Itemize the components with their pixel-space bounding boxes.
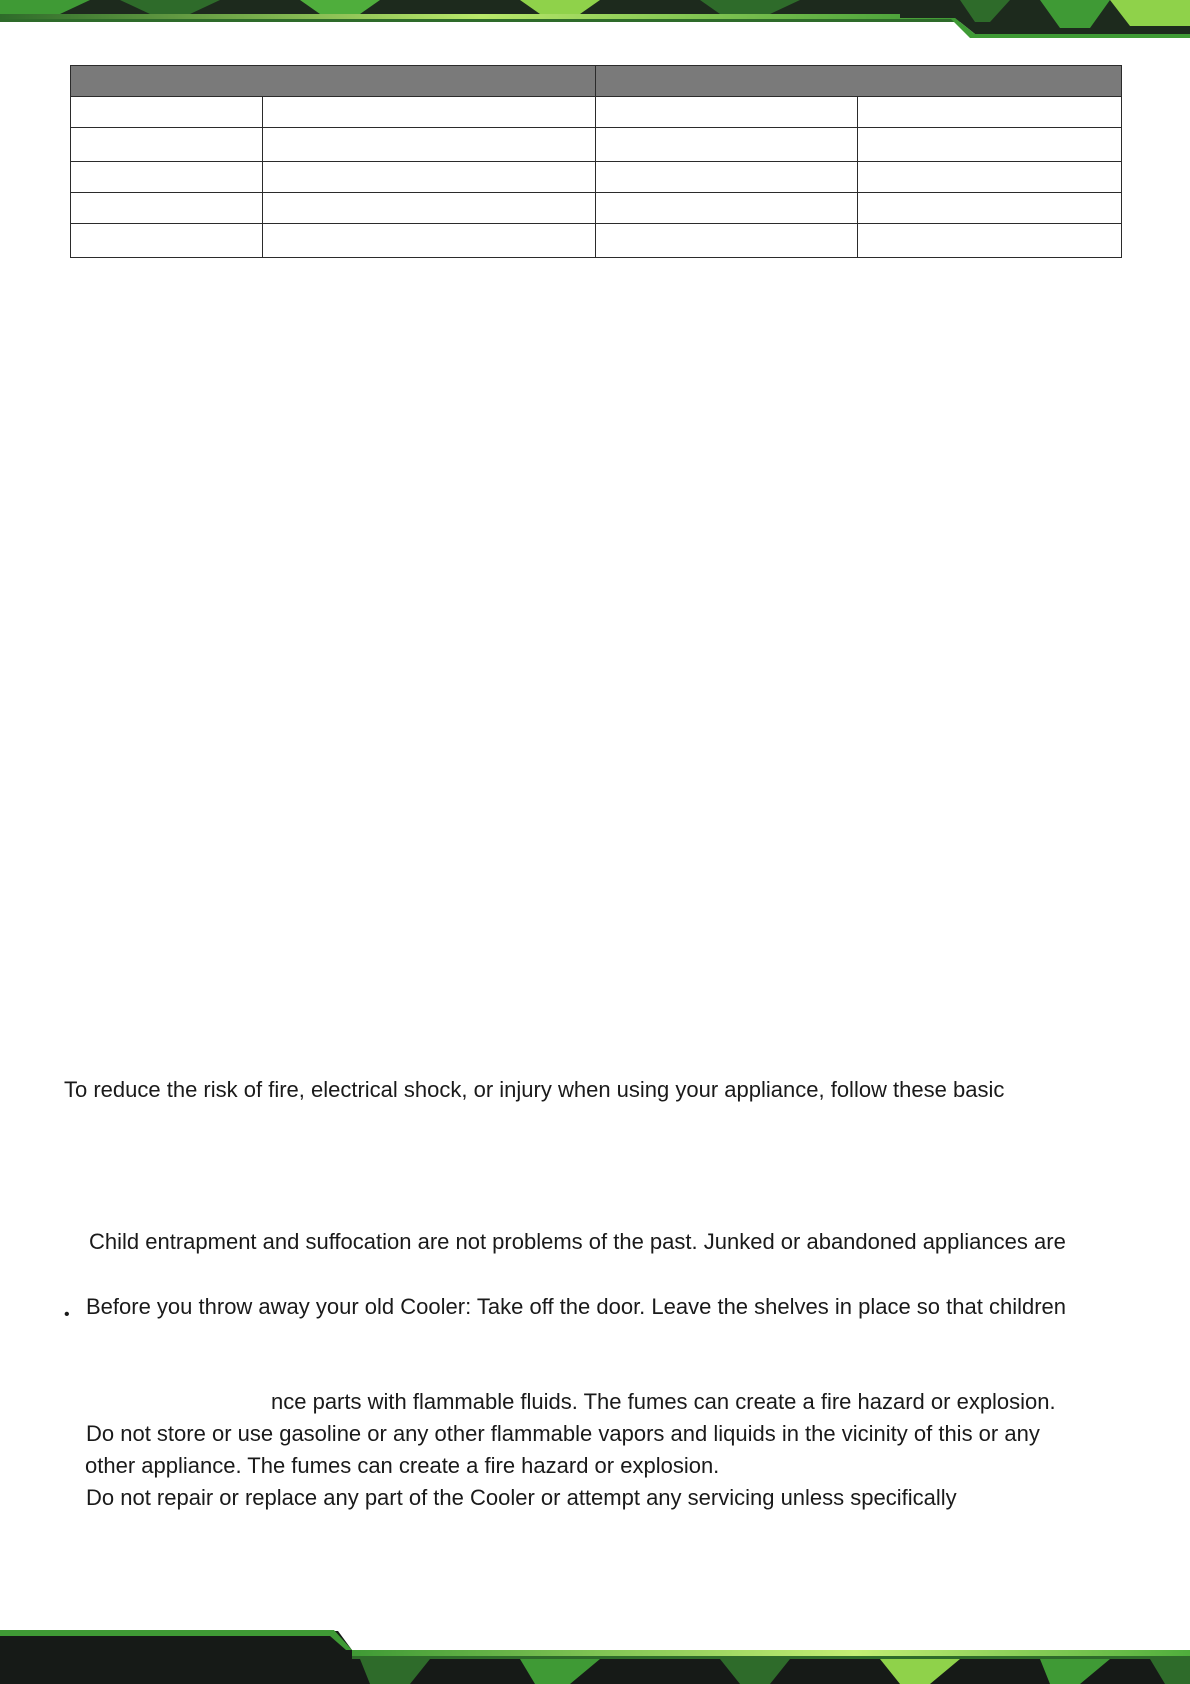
table-cell — [263, 224, 596, 258]
table-cell — [858, 128, 1122, 162]
child-entrapment-line: Child entrapment and suffocation are not problems of the past. Junked or abandoned appliances are — [89, 1229, 1066, 1254]
table-row — [71, 162, 1122, 193]
table-cell — [71, 128, 263, 162]
gasoline-warning-continued: other appliance. The fumes can create a fire hazard or explosion. — [85, 1453, 720, 1478]
table-cell — [596, 128, 858, 162]
table-row — [71, 128, 1122, 162]
table-header-left — [71, 66, 596, 97]
table-cell — [263, 193, 596, 224]
specification-table — [70, 65, 1122, 258]
table-cell — [858, 162, 1122, 193]
table-cell — [596, 193, 858, 224]
table-cell — [858, 224, 1122, 258]
table-cell — [596, 97, 858, 128]
table-cell — [71, 224, 263, 258]
table-cell — [263, 128, 596, 162]
table-cell — [596, 162, 858, 193]
repair-warning-line: Do not repair or replace any part of the Cooler or attempt any servicing unless specifically — [86, 1485, 957, 1510]
table-row — [71, 224, 1122, 258]
table-cell — [263, 97, 596, 128]
table-header-row — [71, 66, 1122, 97]
table-cell — [858, 193, 1122, 224]
table-row — [71, 97, 1122, 128]
safety-intro-line: To reduce the risk of fire, electrical shock, or injury when using your appliance, follow these basic — [64, 1077, 1005, 1102]
table-row — [71, 193, 1122, 224]
bullet-icon: • — [64, 1306, 70, 1323]
flammable-fluids-line: nce parts with flammable fluids. The fumes can create a fire hazard or explosion. — [271, 1389, 1056, 1414]
table-cell — [71, 97, 263, 128]
table-cell — [596, 224, 858, 258]
table-cell — [858, 97, 1122, 128]
top-decorative-band — [0, 0, 1190, 38]
table-cell — [263, 162, 596, 193]
table-cell — [71, 162, 263, 193]
disposal-instruction-line: Before you throw away your old Cooler: Take off the door. Leave the shelves in place so that children — [86, 1294, 1066, 1319]
bottom-decorative-band — [0, 1624, 1190, 1684]
gasoline-warning-line: Do not store or use gasoline or any other flammable vapors and liquids in the vicinity of this or any — [86, 1421, 1040, 1446]
table-header-right — [596, 66, 1122, 97]
table-cell — [71, 193, 263, 224]
